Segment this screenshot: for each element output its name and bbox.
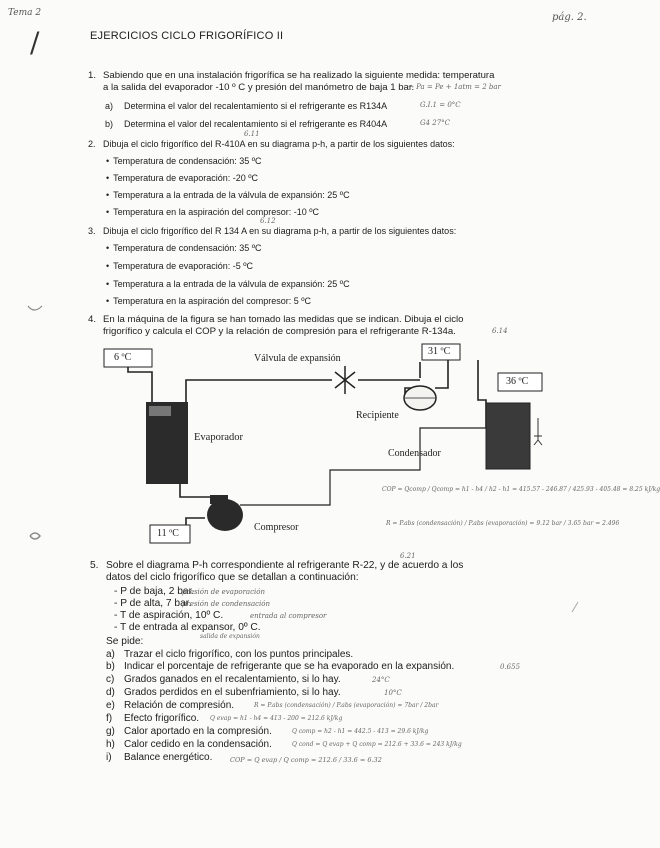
ratio-note: R = P.abs (condensación) / P.abs (evaporación) = 9.12 bar / 3.65 bar = 2.496 [386,520,620,527]
q1b-note: G4 27°C [420,119,451,127]
corner-note: Tema 2 [8,8,42,18]
stray-mark [572,602,578,612]
q5-note-above: 6.21 [400,552,416,560]
q5-item-label: h) [106,739,115,750]
q5-number: 5. [90,560,99,571]
q5-item-label: c) [106,674,115,685]
q5-item-text: Trazar el ciclo frigorífico, con los puntos principales. [124,649,354,660]
q5-item-text: Efecto frigorífico. [124,713,200,724]
q5-line2: datos del ciclo frigorífico que se detallan a continuación: [106,572,359,583]
q5-item-text: Balance energético. [124,752,213,763]
q5-item-label: d) [106,687,115,698]
q5-item-label: a) [106,649,115,660]
q4-number: 4. [88,314,97,325]
punch-hole-mark [28,306,42,310]
q5-item-note: R = P.abs (condensación) / P.abs (evaporación) = 7bar / 2bar [254,702,439,709]
q5-item-label: b) [106,661,115,672]
q5-line1: Sobre el diagrama P-h correspondiente al refrigerante R-22, y de acuerdo a los [106,560,464,571]
q1-number: 1. [88,70,97,81]
punch-hole-mark [30,533,40,539]
q5-item-note: 0.655 [500,663,521,671]
page-title: EJERCICIOS CICLO FRIGORÍFICO II [90,30,284,42]
q5-item-note: Q comp = h2 - h1 = 442.5 - 413 = 29.6 kJ/kg [292,728,429,735]
q5-item-text: Calor cedido en la condensación. [124,739,272,750]
q3-note-above: 6.12 [260,217,276,225]
q5-item-text: Indicar el porcentaje de refrigerante que se ha evaporado en la expansión. [124,661,455,672]
condenser-label: Condensador [388,448,441,459]
slash-mark: / [30,26,40,59]
q5-item-note: 10°C [384,689,402,697]
q5-data-note: entrada al compresor [250,612,327,620]
temp-compressor-label: 11 ºC [157,528,179,539]
q2-item: • Temperatura a la entrada de la válvula de expansión: 25 ºC [106,189,350,201]
q5-data-item: - P de baja, 2 bar. [114,586,195,597]
q5-item-text: Grados ganados en el recalentamiento, si lo hay. [124,674,341,685]
q3-item: • Temperatura de evaporación: -5 ºC [106,260,253,272]
q1a-note: G.I.1 = 0°C [420,101,461,109]
q4-note: 6.14 [492,327,508,335]
q1a-label: a) [105,101,114,111]
q5-item-note: COP = Q evap / Q comp = 212.6 / 33.6 = 6.32 [230,756,382,764]
q4-line2: frigorífico y calcula el COP y la relación de compresión para el refrigerante R-134a. [103,326,456,337]
temp-condenser-label: 36 ºC [506,376,529,387]
cop-note: COP = Qcomp / Qcomp = h1 - h4 / h2 - h1 = 415.57 - 246.87 / 425.93 - 405.48 = 8.25 kJ/kg [382,486,660,493]
q3-number: 3. [88,226,96,236]
q5-se-pide: Se pide: [106,636,144,647]
temp-evap-label: 6 ºC [114,352,132,363]
q4-line1: En la máquina de la figura se han tomado las medidas que se indican. Dibuja el ciclo [103,314,464,325]
q1-pressure-note: → Pa = Pe + 1atm = 2 bar [408,83,501,91]
q2-intro: Dibuja el ciclo frigorífico del R-410A en su diagrama p-h, a partir de los siguientes datos: [103,139,455,149]
q3-item: • Temperatura de condensación: 35 ºC [106,242,262,254]
q1a-text: Determina el valor del recalentamiento si el refrigerante es R134A [124,101,388,111]
q5-data-item: - P de alta, 7 bar. [114,598,192,609]
evaporator-label: Evaporador [194,432,243,443]
page-note: pág. 2. [552,12,587,23]
q1-line2: a la salida del evaporador -10 º C y presión del manómetro de baja 1 bar. [103,82,415,93]
q2-item: • Temperatura de evaporación: -20 ºC [106,172,258,184]
q5-item-text: Relación de compresión. [124,700,235,711]
valve-label: Válvula de expansión [254,353,341,364]
q1b-label: b) [105,119,114,129]
q5-data-note: presión de evaporación [182,588,265,596]
q3-item: • Temperatura en la aspiración del compresor: 5 ºC [106,295,311,307]
q5-data-note: salida de expansión [200,633,260,640]
q5-data-note: presión de condensación [182,600,271,608]
q5-item-text: Grados perdidos en el subenfriamiento, si lo hay. [124,687,341,698]
compressor-label: Compresor [254,522,299,533]
q5-data-item: - T de entrada al expansor, 0º C. [114,622,261,633]
q1b-text: Determina el valor del recalentamiento si el refrigerante es R404A [124,119,388,129]
q3-item: • Temperatura a la entrada de la válvula de expansión: 25 ºC [106,278,350,290]
q5-item-text: Calor aportado en la compresión. [124,726,272,737]
q2-item: • Temperatura de condensación: 35 ºC [106,155,262,167]
q2-item: • Temperatura en la aspiración del compresor: -10 ºC [106,206,319,218]
q5-item-label: f) [106,713,113,724]
q5-item-label: i) [106,752,112,763]
q5-item-note: 24°C [372,676,390,684]
temp-valve-label: 31 ºC [428,346,451,357]
receiver-label: Recipiente [356,410,399,421]
q1-line1: Sabiendo que en una instalación frigorífica se ha realizado la siguiente medida: temperatura [103,70,495,81]
q5-item-label: g) [106,726,115,737]
q2-note-above: 6.11 [244,130,260,138]
q5-item-note: Q evap = h1 - h4 = 413 - 200 = 212.6 kJ/kg [210,715,343,722]
q2-number: 2. [88,139,96,149]
q5-item-note: Q cond = Q evap + Q comp = 212.6 + 33.6 = 243 kJ/kg [292,741,462,748]
q5-data-item: - T de aspiración, 10º C. [114,610,224,621]
q5-item-label: e) [106,700,115,711]
q3-intro: Dibuja el ciclo frigorífico del R 134 A en su diagrama p-h, a partir de los siguientes datos: [103,226,457,236]
